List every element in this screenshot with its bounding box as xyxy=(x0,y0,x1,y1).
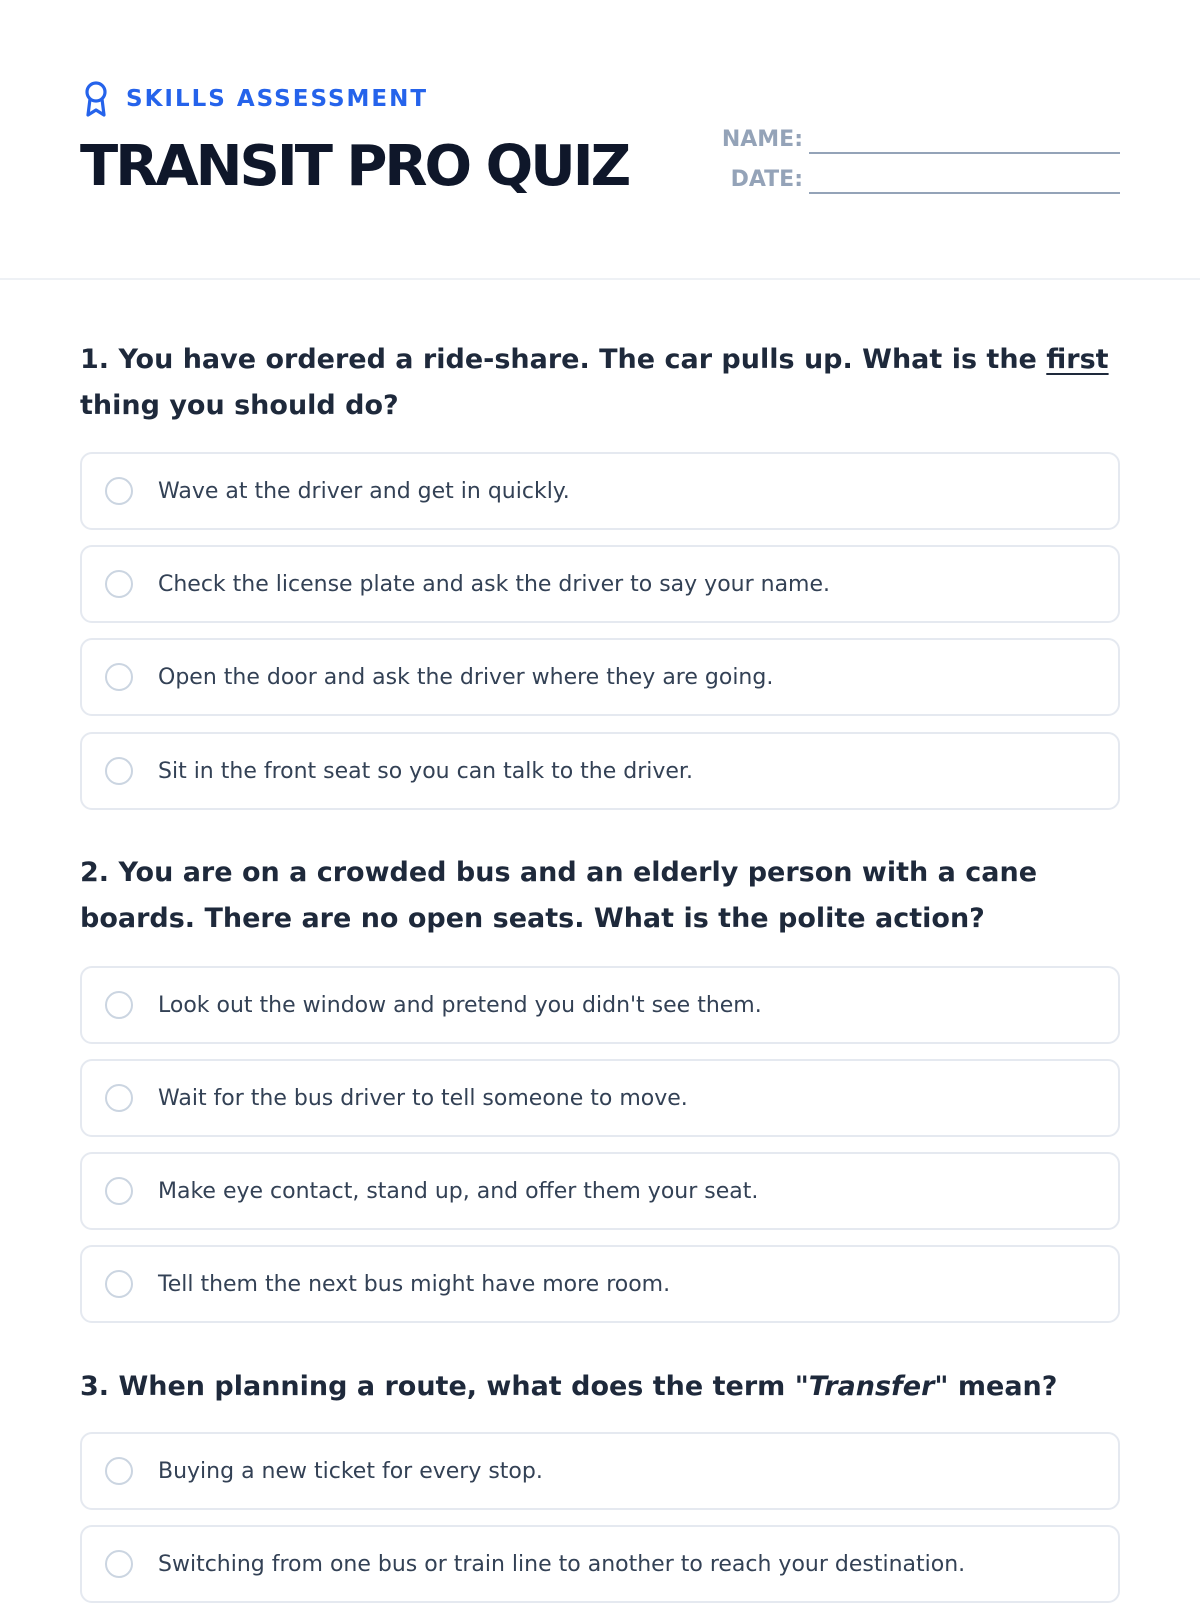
radio-button[interactable] xyxy=(105,991,133,1019)
option-label: Check the license plate and ask the driver to say your name. xyxy=(158,571,831,597)
answer-option[interactable] xyxy=(80,1432,1120,1510)
question-number: 2. xyxy=(80,857,110,888)
answer-option[interactable] xyxy=(80,732,1120,810)
kicker-label: SKILLS ASSESSMENT xyxy=(126,86,429,112)
question-text: You have ordered a ride-share. The car pulls up. What is the xyxy=(118,344,1037,375)
answer-option[interactable] xyxy=(80,452,1120,530)
option-label: Switching from one bus or train line to another to reach your destination. xyxy=(158,1551,966,1577)
option-label: Wait for the bus driver to tell someone to move. xyxy=(158,1085,688,1111)
question-text: mean? xyxy=(957,1371,1058,1402)
answer-option[interactable] xyxy=(80,545,1120,623)
option-label: Tell them the next bus might have more room. xyxy=(158,1271,671,1297)
name-line[interactable] xyxy=(809,126,1120,154)
answer-option[interactable] xyxy=(80,966,1120,1044)
option-label: Make eye contact, stand up, and offer them your seat. xyxy=(158,1178,759,1204)
name-label: NAME: xyxy=(721,127,803,152)
radio-button[interactable] xyxy=(105,1270,133,1298)
question-text: When planning a route, what does the term xyxy=(118,1371,786,1402)
radio-button[interactable] xyxy=(105,570,133,598)
kicker xyxy=(83,80,428,118)
radio-button[interactable] xyxy=(105,1457,133,1485)
date-field xyxy=(700,166,1120,194)
question-number: 1. xyxy=(80,344,110,375)
option-label: Wave at the driver and get in quickly. xyxy=(158,478,570,504)
question-2 xyxy=(80,850,1120,942)
answer-option[interactable] xyxy=(80,1525,1120,1603)
question-emphasis: "Transfer" xyxy=(794,1371,949,1402)
radio-button[interactable] xyxy=(105,1177,133,1205)
option-label: Sit in the front seat so you can talk to the driver. xyxy=(158,758,693,784)
radio-button[interactable] xyxy=(105,1550,133,1578)
radio-button[interactable] xyxy=(105,663,133,691)
name-field xyxy=(700,126,1120,154)
award-ribbon-icon xyxy=(83,80,109,118)
answer-option[interactable] xyxy=(80,638,1120,716)
answer-option[interactable] xyxy=(80,1245,1120,1323)
radio-button[interactable] xyxy=(105,757,133,785)
question-3 xyxy=(80,1364,1120,1410)
question-emphasis: first xyxy=(1046,344,1109,375)
quiz-header xyxy=(0,0,1200,280)
option-label: Open the door and ask the driver where they are going. xyxy=(158,664,774,690)
radio-button[interactable] xyxy=(105,1084,133,1112)
date-label: DATE: xyxy=(730,167,803,192)
radio-button[interactable] xyxy=(105,477,133,505)
option-label: Buying a new ticket for every stop. xyxy=(158,1458,543,1484)
answer-option[interactable] xyxy=(80,1059,1120,1137)
question-number: 3. xyxy=(80,1371,110,1402)
question-text: thing you should do? xyxy=(80,390,399,421)
date-line[interactable] xyxy=(809,166,1120,194)
option-label: Look out the window and pretend you didn't see them. xyxy=(158,992,762,1018)
question-1 xyxy=(80,337,1120,429)
page-title: TRANSIT PRO QUIZ xyxy=(80,134,629,199)
answer-option[interactable] xyxy=(80,1152,1120,1230)
question-text: You are on a crowded bus and an elderly person with a cane boards. There are no open seats. What is the polite action? xyxy=(80,857,1038,934)
